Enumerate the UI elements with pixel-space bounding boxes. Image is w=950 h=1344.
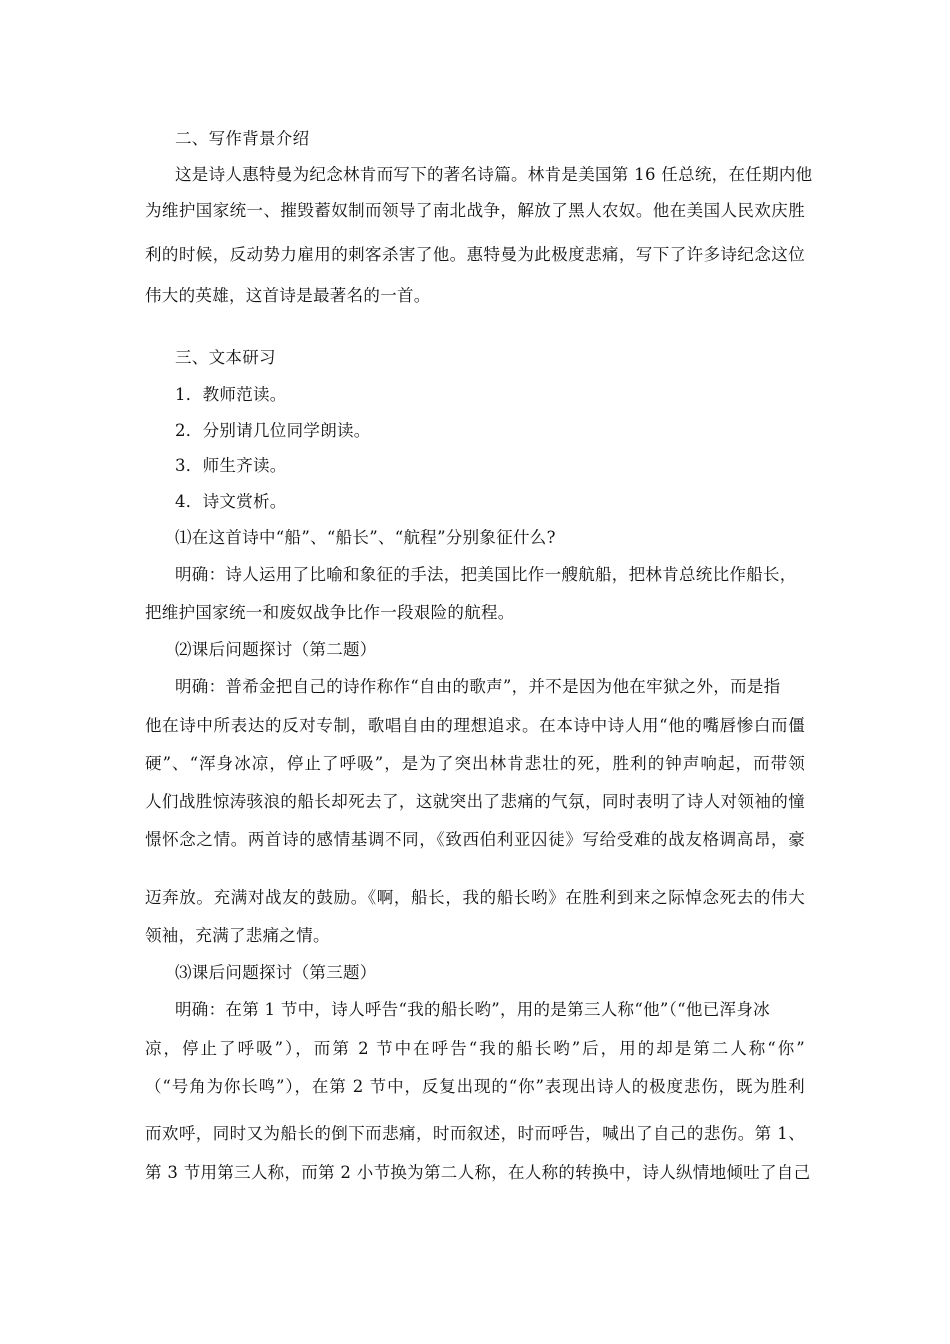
question-1: ⑴在这首诗中“船”、“船长”、“航程”分别象征什么? — [175, 528, 556, 547]
paragraph-line: 为维护国家统一、摧毁蓄奴制而领导了南北战争，解放了黑人农奴。他在美国人民欢庆胜 — [145, 201, 805, 220]
section-heading-text-study: 三、文本研习 — [175, 348, 276, 367]
answer-line: 他在诗中所表达的反对专制，歌唱自由的理想追求。在本诗中诗人用“他的嘴唇惨白而僵 — [145, 716, 805, 735]
answer-line: 明确：诗人运用了比喻和象征的手法，把美国比作一艘航船，把林肯总统比作船长， — [175, 565, 797, 584]
paragraph-line: 这是诗人惠特曼为纪念林肯而写下的著名诗篇。林肯是美国第 16 任总统，在任期内他 — [175, 165, 813, 184]
answer-line: 迈奔放。充满对战友的鼓励。《啊，船长，我的船长哟》在胜利到来之际悼念死去的伟大 — [145, 888, 805, 907]
answer-line: 硬”、“浑身冰凉，停止了呼吸”，是为了突出林肯悲壮的死，胜利的钟声响起，而带领 — [145, 754, 805, 773]
answer-line: 凉，停止了呼吸”），而第 2 节中在呼告“我的船长哟”后，用的却是第二人称“你” — [145, 1039, 805, 1058]
answer-line: 把维护国家统一和废奴战争比作一段艰险的航程。 — [145, 603, 515, 622]
question-2: ⑵课后问题探讨（第二题） — [175, 640, 377, 659]
answer-line: 人们战胜惊涛骇浪的船长却死去了，这就突出了悲痛的气氛，同时表明了诗人对领袖的憧 — [145, 792, 805, 811]
answer-line: （“号角为你长鸣”），在第 2 节中，反复出现的“你”表现出诗人的极度悲伤，既为胜利 — [145, 1077, 805, 1096]
answer-line: 明确：普希金把自己的诗作称作“自由的歌声”，并不是因为他在牢狱之外，而是指 — [175, 677, 781, 696]
answer-line: 领袖，充满了悲痛之情。 — [145, 926, 330, 945]
paragraph-line: 伟大的英雄，这首诗是最著名的一首。 — [145, 286, 431, 305]
answer-line: 而欢呼，同时又为船长的倒下而悲痛，时而叙述，时而呼告，喊出了自己的悲伤。第 1、 — [145, 1124, 805, 1143]
answer-line: 第 3 节用第三人称，而第 2 小节换为第二人称，在人称的转换中，诗人纵情地倾吐了自己 — [145, 1163, 811, 1182]
list-item: 2．分别请几位同学朗读。 — [175, 421, 371, 440]
list-item: 1．教师范读。 — [175, 385, 287, 404]
section-heading-writing-background: 二、写作背景介绍 — [175, 129, 310, 148]
answer-line: 明确：在第 1 节中，诗人呼告“我的船长哟”，用的是第三人称“他”（“他已浑身冰 — [175, 1000, 770, 1019]
list-item: 3．师生齐读。 — [175, 456, 287, 475]
question-3: ⑶课后问题探讨（第三题） — [175, 963, 377, 982]
answer-line: 憬怀念之情。两首诗的感情基调不同，《致西伯利亚囚徒》写给受难的战友格调高昂，豪 — [145, 830, 805, 849]
list-item: 4．诗文赏析。 — [175, 492, 287, 511]
paragraph-line: 利的时候，反动势力雇用的刺客杀害了他。惠特曼为此极度悲痛，写下了许多诗纪念这位 — [145, 245, 805, 264]
